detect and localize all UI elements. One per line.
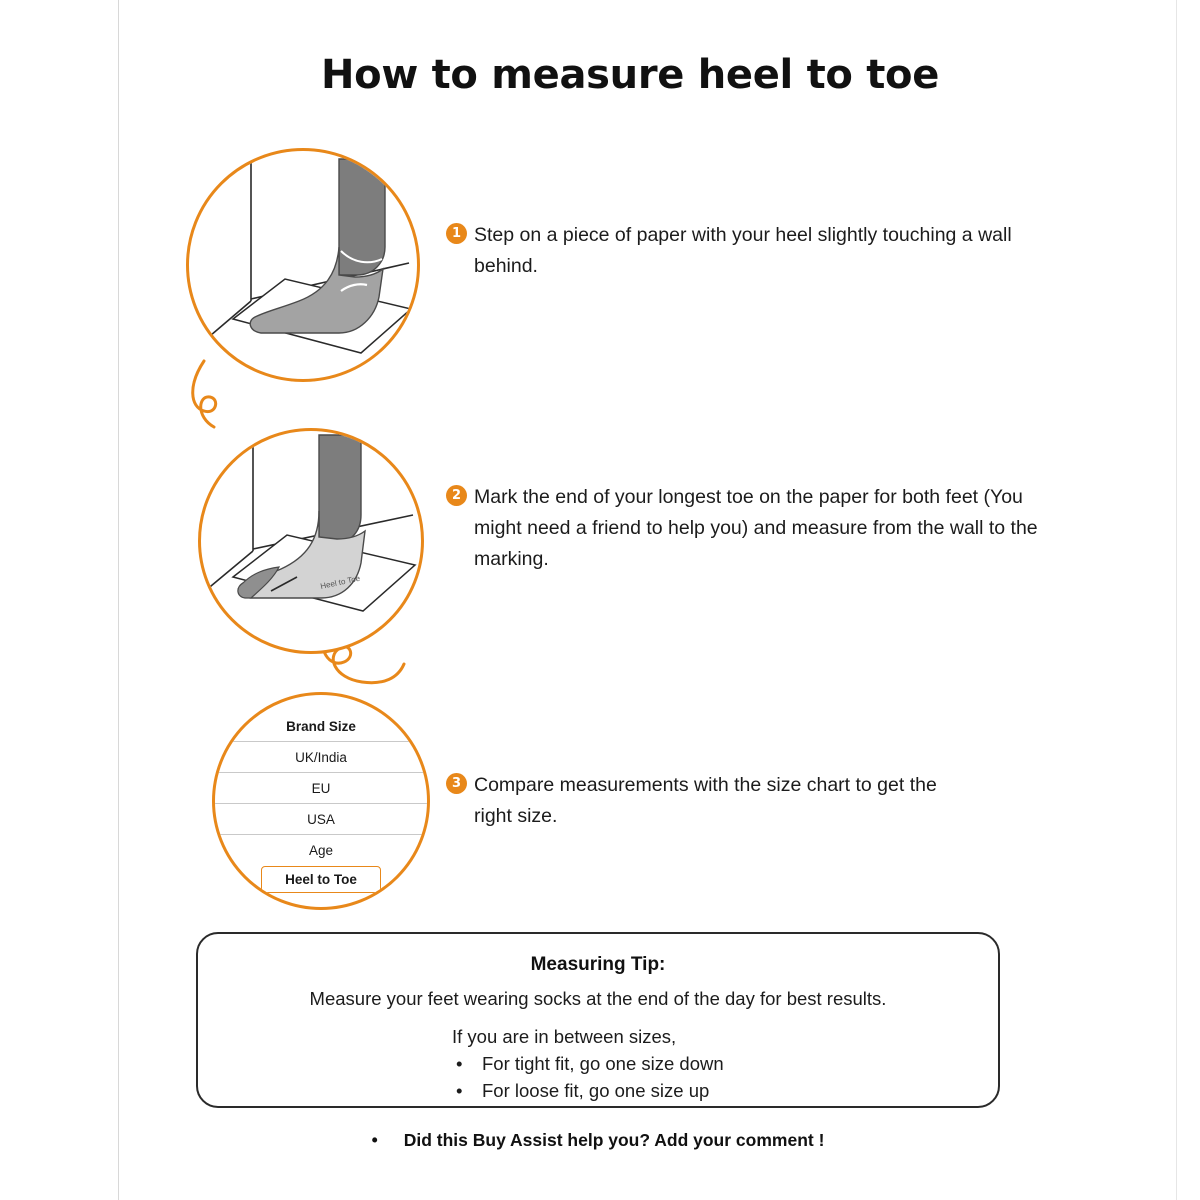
foot-with-heel-to-toe-marking-icon (201, 431, 421, 651)
measuring-tip-box (196, 932, 1000, 1108)
size-chart-table (215, 695, 427, 907)
step-2 (446, 482, 1056, 575)
svg-text:Heel to Toe: Heel to Toe (319, 573, 361, 591)
foot-on-paper-at-wall-icon (189, 151, 417, 379)
measuring-tip-title: Measuring Tip: (530, 954, 666, 975)
footer-bullet-icon: • (371, 1130, 378, 1150)
measuring-tip-subhead: If you are in between sizes, (452, 1026, 677, 1047)
table-row: USA (215, 804, 427, 835)
table-row: UK/India (215, 742, 427, 773)
illustration-bubble-step-3 (212, 692, 430, 910)
step-text: Compare measurements with the size chart to get the right size. (474, 774, 937, 827)
footer-text: Did this Buy Assist help you? Add your comment ! (403, 1130, 825, 1150)
list-item: • For loose fit, go one size up (482, 1077, 998, 1104)
step-1 (446, 220, 1046, 282)
measuring-tip-line: Measure your feet wearing socks at the end of the day for best results. (309, 988, 887, 1009)
page-title: How to measure heel to toe (320, 52, 940, 98)
step-3 (446, 770, 966, 832)
list-item: • For tight fit, go one size down (482, 1050, 998, 1077)
table-row: Brand Size (215, 711, 427, 742)
step-number-badge: 1 (446, 223, 467, 244)
heel-to-toe-highlight-row: Heel to Toe (261, 866, 381, 893)
step-number-badge: 3 (446, 773, 467, 794)
right-margin-rule (1176, 0, 1177, 1200)
table-row: Age (308, 843, 334, 858)
table-row: EU (215, 773, 427, 804)
illustration-bubble-step-1 (186, 148, 420, 382)
step-text: Step on a piece of paper with your heel slightly touching a wall behind. (474, 224, 1012, 277)
left-margin-rule (118, 0, 119, 1200)
step-number-badge: 2 (446, 485, 467, 506)
illustration-bubble-step-2 (198, 428, 424, 654)
step-text: Mark the end of your longest toe on the paper for both feet (You might need a friend to help you) and measure from the wall to the marking. (474, 486, 1038, 570)
footer-prompt (196, 1130, 1000, 1151)
measuring-tip-bullets (198, 1050, 998, 1104)
